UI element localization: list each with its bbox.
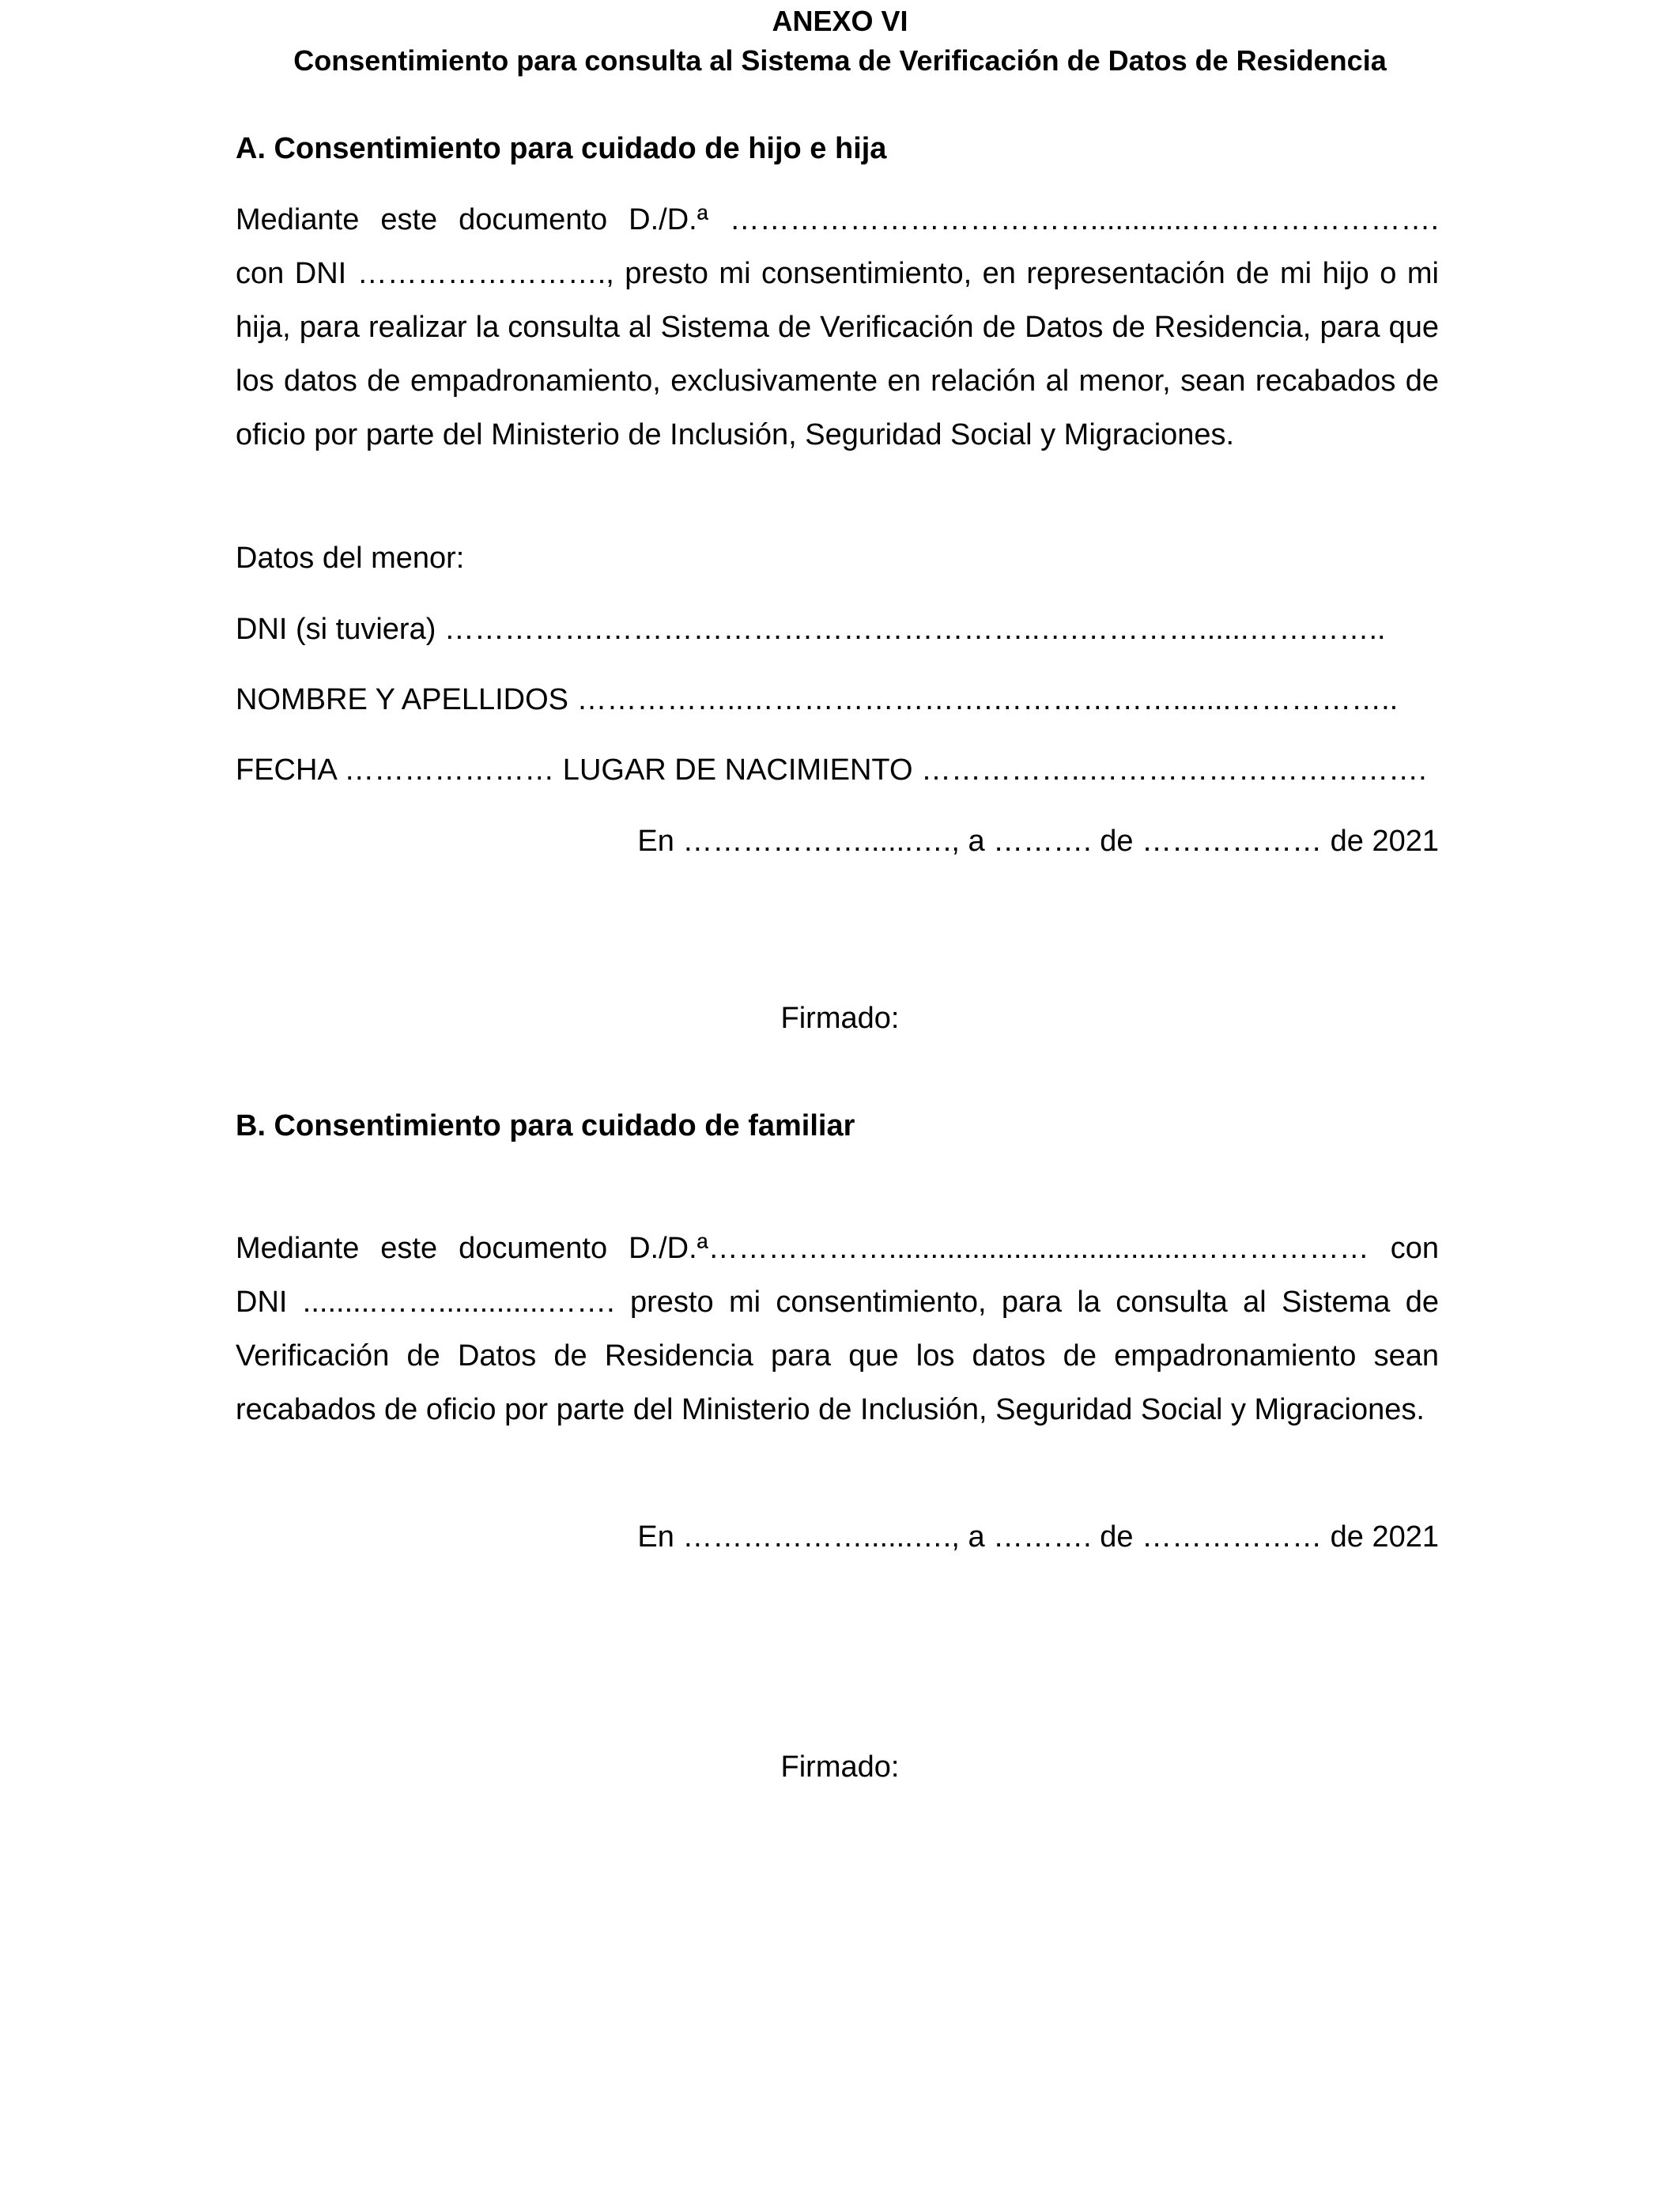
section-b-signature-label: Firmado: (780, 1750, 900, 1784)
minor-data-label: Datos del menor: (236, 542, 465, 575)
section-a-heading: A. Consentimiento para cuidado de hijo e hija (236, 132, 887, 165)
section-b-heading: B. Consentimiento para cuidado de familiar (236, 1109, 855, 1142)
document-title: Consentimiento para consulta al Sistema de Verificación de Datos de Residencia (293, 44, 1387, 77)
minor-dni-field: DNI (si tuviera) …………….……………………………………..….…………......………….. (236, 613, 1386, 646)
minor-birth-date-place-field: FECHA ………………… LUGAR DE NACIMIENTO ……………..……………………………. (236, 753, 1427, 787)
section-a-signature-label: Firmado: (780, 1002, 900, 1035)
annex-number: ANEXO VI (772, 5, 908, 37)
section-b-place-date: En ………………......…., a ………. de ……………… de 2021 (637, 1520, 1439, 1554)
section-a-place-date: En ………………......…., a ………. de ……………… de 2021 (637, 825, 1439, 858)
minor-name-field: NOMBRE Y APELLIDOS ……………..…………………….……………….......…………….. (236, 683, 1399, 716)
section-b-paragraph: Mediante este documento D./D.ª………………....................................……………… con DNI .........…….............……. presto mi consentimiento, para la consulta al Sistema de Verificación de Datos de Residencia para que los datos de empadronamiento sean recabados de oficio por parte del Ministerio de Inclusión, Seguridad Social y Migraciones. (236, 1232, 1439, 1426)
section-a-paragraph: Mediante este documento D./D.ª ………………………………............……………………. con DNI ……………………., presto mi consentimiento, en representación de mi hijo o mi hija, para realizar la consulta al Sistema de Verificación de Datos de Residencia, para que los datos de empadronamiento, exclusivamente en relación al menor, sean recabados de oficio por parte del Ministerio de Inclusión, Seguridad Social y Migraciones. (236, 203, 1439, 451)
